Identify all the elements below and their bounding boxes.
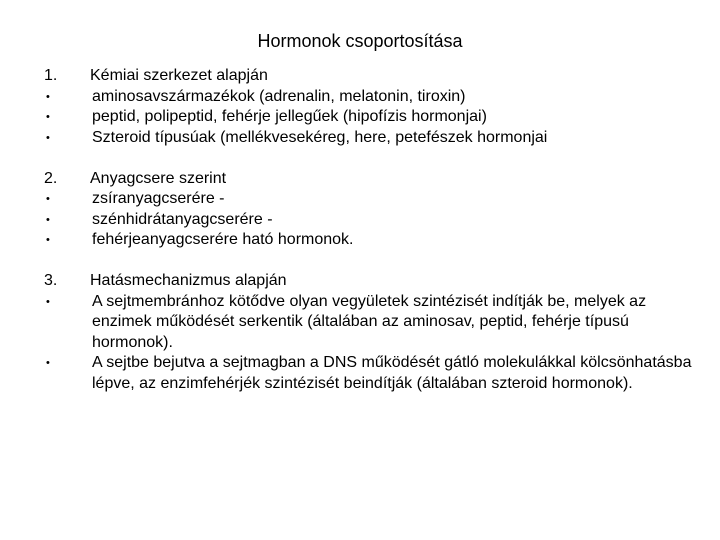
section-heading-row bbox=[44, 271, 694, 292]
bullet-icon: • bbox=[46, 90, 50, 103]
list-item bbox=[44, 189, 694, 210]
list-item bbox=[44, 230, 694, 251]
bullet-icon: • bbox=[46, 213, 50, 226]
section-heading: Hatásmechanizmus alapján bbox=[90, 272, 287, 289]
list-item-text: A sejtbe bejutva a sejtmagban a DNS működését gátló molekulákkal kölcsönhatásba lépve, az enzimfehérjék szintézisét beindítják (általában szteroid hormonok). bbox=[92, 354, 692, 392]
bullet-icon: • bbox=[46, 111, 50, 123]
bullet-icon: • bbox=[46, 357, 50, 369]
section-heading-row bbox=[44, 169, 694, 190]
list-item-text: zsíranyagcserére - bbox=[92, 190, 225, 207]
list-item bbox=[44, 87, 694, 108]
list-item bbox=[44, 107, 694, 128]
content-list bbox=[44, 66, 694, 394]
section-number: 3. bbox=[44, 272, 58, 289]
list-item-text: peptid, polipeptid, fehérje jellegűek (hipofízis hormonjai) bbox=[92, 108, 487, 125]
list-item-text: A sejtmembránhoz kötődve olyan vegyületek szintézisét indítják be, melyek az enzimek működését serkentik (általában az aminosav, peptid, fehérje típusú hormonok). bbox=[92, 292, 647, 351]
list-item bbox=[44, 128, 694, 149]
slide-title bbox=[0, 30, 720, 52]
section-number: 1. bbox=[44, 67, 58, 84]
bullet-icon: • bbox=[46, 131, 50, 144]
list-item-text: aminosavszármazékok (adrenalin, melatonin, tiroxin) bbox=[92, 87, 466, 105]
list-item bbox=[44, 292, 694, 354]
list-item bbox=[44, 353, 694, 394]
section-number: 2. bbox=[44, 169, 58, 187]
list-item-text: Szteroid típusúak (mellékvesekéreg, here, petefészek hormonjai bbox=[92, 128, 548, 146]
section-heading-row bbox=[44, 66, 694, 87]
spacer bbox=[44, 251, 694, 272]
list-item-text: fehérjeanyagcserére ható hormonok. bbox=[92, 231, 354, 248]
spacer bbox=[44, 148, 694, 169]
section-heading: Kémiai szerkezet alapján bbox=[90, 67, 268, 84]
bullet-icon: • bbox=[46, 193, 50, 205]
section-heading: Anyagcsere szerint bbox=[90, 169, 227, 187]
list-item-text: szénhidrátanyagcserére - bbox=[92, 210, 273, 228]
bullet-icon: • bbox=[46, 234, 50, 246]
bullet-icon: • bbox=[46, 295, 50, 308]
slide-title-text: Hormonok csoportosítása bbox=[257, 31, 463, 51]
list-item bbox=[44, 210, 694, 231]
